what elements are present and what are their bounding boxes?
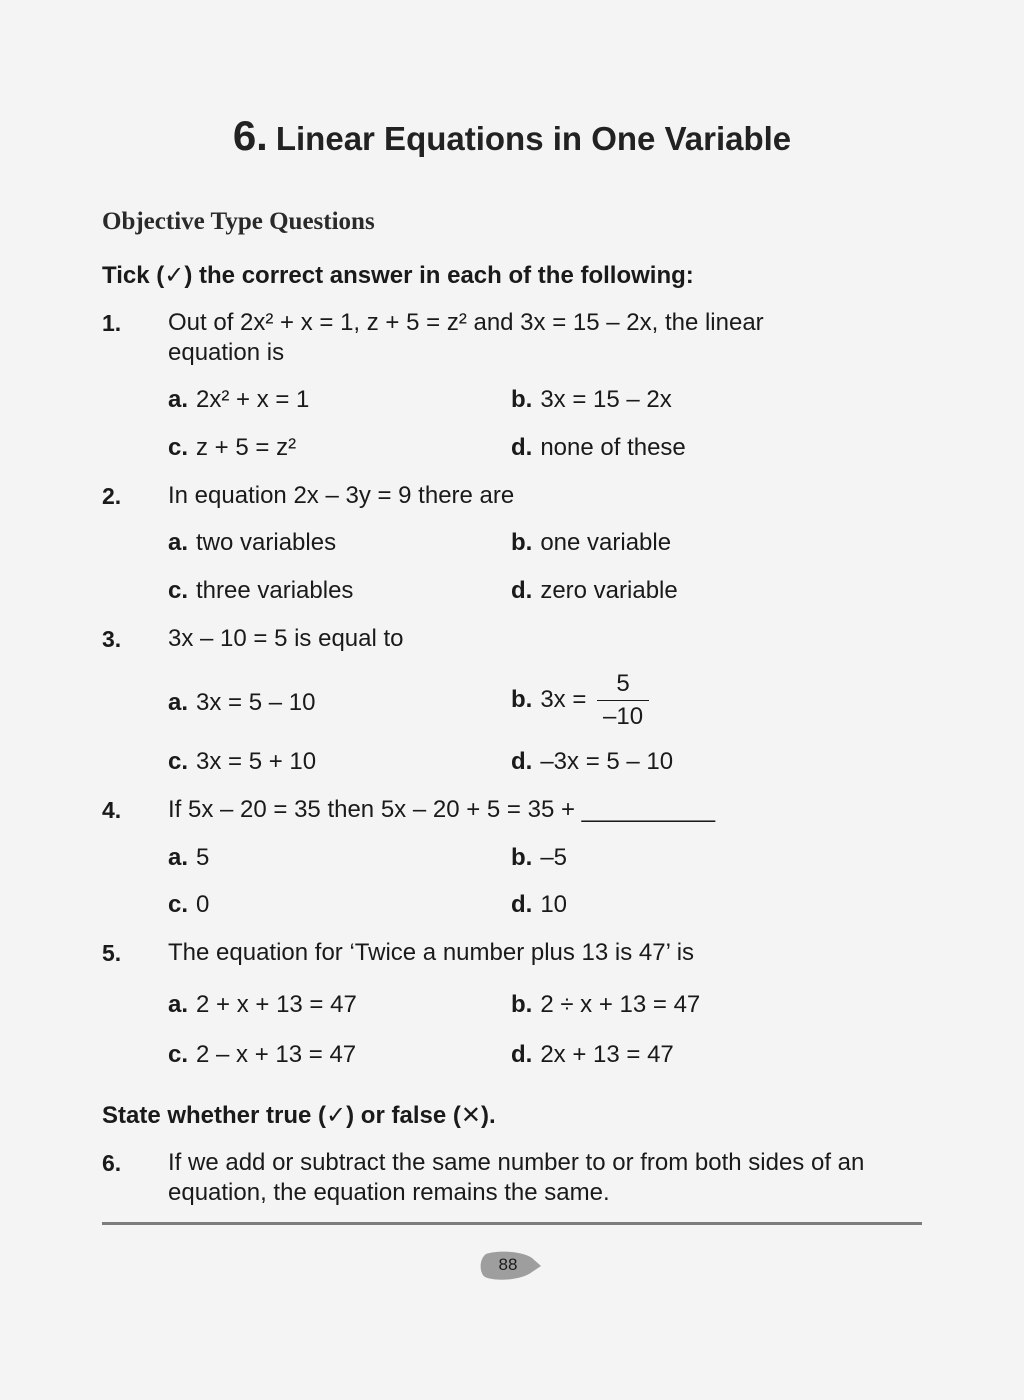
bottom-rule (102, 1222, 922, 1225)
option-text: 2x + 13 = 47 (540, 1041, 674, 1068)
option-c (168, 891, 209, 919)
page-number: 88 (498, 1255, 518, 1274)
option-b (511, 386, 672, 414)
question-number: 1. (102, 310, 122, 336)
option-d (511, 577, 678, 605)
option-text: –5 (540, 844, 568, 871)
option-text: –3x = 5 – 10 (540, 748, 674, 775)
option-d (511, 434, 686, 462)
option-label: b. (511, 685, 533, 713)
option-text: 2 – x + 13 = 47 (196, 1041, 357, 1068)
option-text: 3x = 5 + 10 (196, 748, 317, 775)
option-d (511, 1041, 674, 1069)
question-text: The equation for ‘Twice a number plus 13 is 47’ is (168, 939, 695, 966)
page-number-badge (478, 1248, 542, 1284)
option-text: 2 + x + 13 = 47 (196, 991, 357, 1018)
question-number: 5. (102, 940, 122, 966)
option-a (168, 991, 357, 1019)
option-label: b. (511, 529, 533, 556)
option-label: a. (168, 529, 189, 556)
option-label: d. (511, 891, 533, 918)
instruction-true-false: State whether true (✓) or false (✕). (102, 1102, 496, 1129)
question-number: 6. (102, 1150, 122, 1176)
option-label: d. (511, 434, 533, 461)
option-c (168, 577, 353, 605)
option-text: none of these (540, 434, 686, 461)
section-heading: Objective Type Questions (102, 208, 375, 235)
option-text: zero variable (540, 577, 678, 604)
chapter-title (0, 112, 1024, 160)
option-b (511, 991, 700, 1019)
option-text: 5 (196, 844, 210, 871)
option-text: two variables (196, 529, 337, 556)
fraction-denominator: –10 (603, 703, 644, 730)
option-label: b. (511, 991, 533, 1018)
question-text: In equation 2x – 3y = 9 there are (168, 482, 515, 509)
option-text: z + 5 = z² (196, 434, 297, 461)
option-text: 2 ÷ x + 13 = 47 (540, 991, 701, 1018)
question-number: 3. (102, 626, 122, 652)
question-number: 4. (102, 797, 122, 823)
option-a (168, 386, 309, 414)
option-a (168, 689, 315, 717)
option-text: 3x = (540, 685, 587, 713)
question-text: If we add or subtract the same number to or from both sides of an equation, the equation remains the same. (168, 1149, 865, 1206)
option-label: c. (168, 577, 189, 604)
option-d (511, 748, 673, 776)
option-text: three variables (196, 577, 354, 604)
option-c (168, 1041, 356, 1069)
option-label: c. (168, 434, 189, 461)
chapter-title-text: Linear Equations in One Variable (275, 120, 792, 157)
option-label: a. (168, 991, 189, 1018)
question-number: 2. (102, 483, 122, 509)
option-label: a. (168, 844, 189, 871)
option-label: b. (511, 844, 533, 871)
question-text: 3x – 10 = 5 is equal to (168, 625, 404, 652)
option-c (168, 748, 316, 776)
option-label: d. (511, 1041, 533, 1068)
option-text: one variable (540, 529, 672, 556)
fraction-numerator: 5 (597, 670, 649, 701)
option-a (168, 844, 209, 872)
option-b (511, 844, 567, 872)
option-label: c. (168, 891, 189, 918)
option-text: 10 (540, 891, 568, 918)
option-c (168, 434, 296, 462)
option-label: c. (168, 748, 189, 775)
option-label: a. (168, 386, 189, 413)
option-label: a. (168, 689, 189, 716)
option-text: 3x = 5 – 10 (196, 689, 316, 716)
chapter-number: 6. (232, 112, 268, 159)
option-b (511, 670, 649, 731)
option-label: d. (511, 577, 533, 604)
option-b (511, 529, 671, 557)
question-text: If 5x – 20 = 35 then 5x – 20 + 5 = 35 + __________ (168, 796, 716, 823)
instruction-tick: Tick (✓) the correct answer in each of the following: (102, 262, 694, 289)
option-label: c. (168, 1041, 189, 1068)
option-label: d. (511, 748, 533, 775)
question-text: Out of 2x² + x = 1, z + 5 = z² and 3x = 15 – 2x, the linear equation is (168, 309, 764, 366)
option-text: 0 (196, 891, 210, 918)
option-d (511, 891, 567, 919)
option-text: 2x² + x = 1 (196, 386, 310, 413)
option-a (168, 529, 336, 557)
option-text: 3x = 15 – 2x (540, 386, 672, 413)
option-label: b. (511, 386, 533, 413)
fraction (597, 670, 649, 731)
